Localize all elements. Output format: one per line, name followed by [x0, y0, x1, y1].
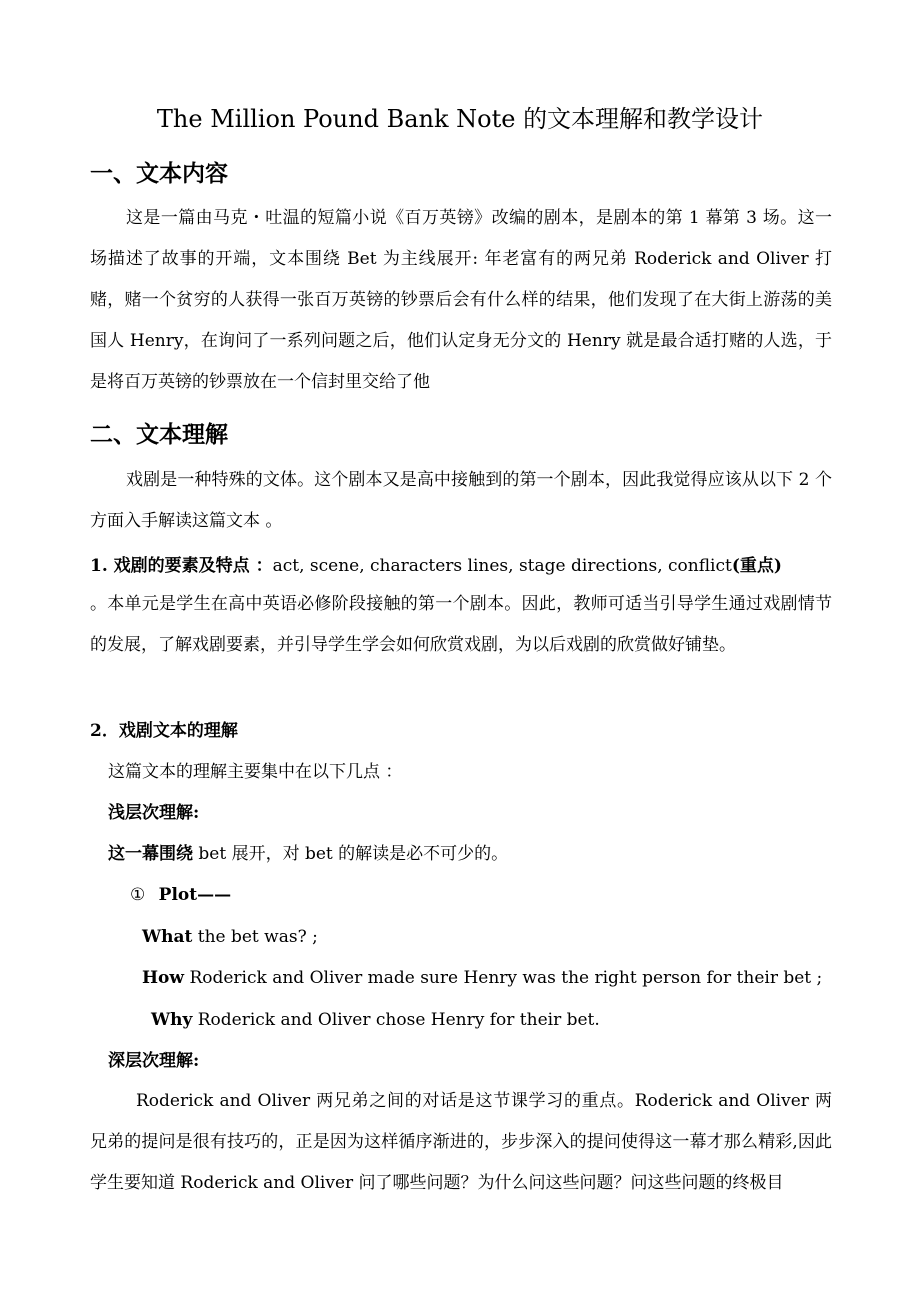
question-how-rest: Roderick and Oliver made sure Henry was the right person for their bet ;: [184, 968, 823, 988]
question-why-rest: Roderick and Oliver chose Henry for their bet.: [192, 1010, 600, 1030]
point2-label: 2．戏剧文本的理解: [90, 721, 238, 741]
shallow-line-rest: bet 展开，对 bet 的解读是必不可少的。: [193, 844, 509, 864]
plot-item: [130, 882, 231, 908]
point1-line: [90, 553, 782, 579]
plot-label: Plot——: [158, 885, 232, 905]
shallow-heading: 浅层次理解:: [108, 803, 200, 823]
point1-label: 1. 戏剧的要素及特点 ：: [90, 556, 273, 576]
question-how: [142, 965, 822, 991]
understanding-intro-paragraph: 戏剧是一种特殊的文体。这个剧本又是高中接触到的第一个剧本，因此我觉得应该从以下 2 个方面入手解读这篇文本 。: [90, 470, 832, 531]
point1-note: (重点): [731, 556, 782, 576]
question-why: [151, 1007, 600, 1033]
point1-paragraph: 。本单元是学生在高中英语必修阶段接触的第一个剧本。因此，教师可适当引导学生通过戏剧情节的发展，了解戏剧要素，并引导学生学会如何欣赏戏剧，为以后戏剧的欣赏做好铺垫。: [90, 594, 832, 655]
point1-content: act, scene, characters lines, stage directions, conflict: [272, 556, 732, 576]
shallow-line-bold: 这一幕围绕: [108, 844, 193, 864]
question-why-bold: Why: [151, 1010, 193, 1030]
section-heading-understanding: 二、文本理解: [90, 422, 228, 448]
shallow-line: [108, 841, 508, 867]
question-how-bold: How: [142, 968, 185, 988]
plot-marker: ①: [130, 885, 146, 905]
question-what-rest: the bet was? ;: [192, 927, 318, 947]
point2-intro: 这篇文本的理解主要集中在以下几点 ：: [108, 762, 403, 782]
deep-heading: 深层次理解:: [108, 1051, 200, 1071]
content-paragraph: 这是一篇由马克・吐温的短篇小说《百万英镑》改编的剧本，是剧本的第 1 幕第 3 场。这一场描述了故事的开端，文本围绕 Bet 为主线展开: 年老富有的两兄弟 Roderick and Oliver 打赌，赌一个贫穷的人获得一张百万英镑的钞票后会有什么样的结果，他们发现了在大街上游荡的美国人 Henry，在询问了一系列问题之后，他们认定身无分文的 Henry 就是最合适打赌的人选，于是将百万英镑的钞票放在一个信封里交给了他: [90, 208, 832, 392]
question-what: [142, 924, 318, 950]
deep-paragraph: Roderick and Oliver 两兄弟之间的对话是这节课学习的重点。Roderick and Oliver 两兄弟的提问是很有技巧的，正是因为这样循序渐进的，步步深入的提问使得这一幕才那么精彩,因此学生要知道 Roderick and Oliver 问了哪些问题？为什么问这些问题？问这些问题的终极目: [90, 1091, 832, 1193]
section-heading-content: 一、文本内容: [90, 161, 228, 187]
question-what-bold: What: [142, 927, 193, 947]
document-title: The Million Pound Bank Note 的文本理解和教学设计: [156, 105, 764, 133]
